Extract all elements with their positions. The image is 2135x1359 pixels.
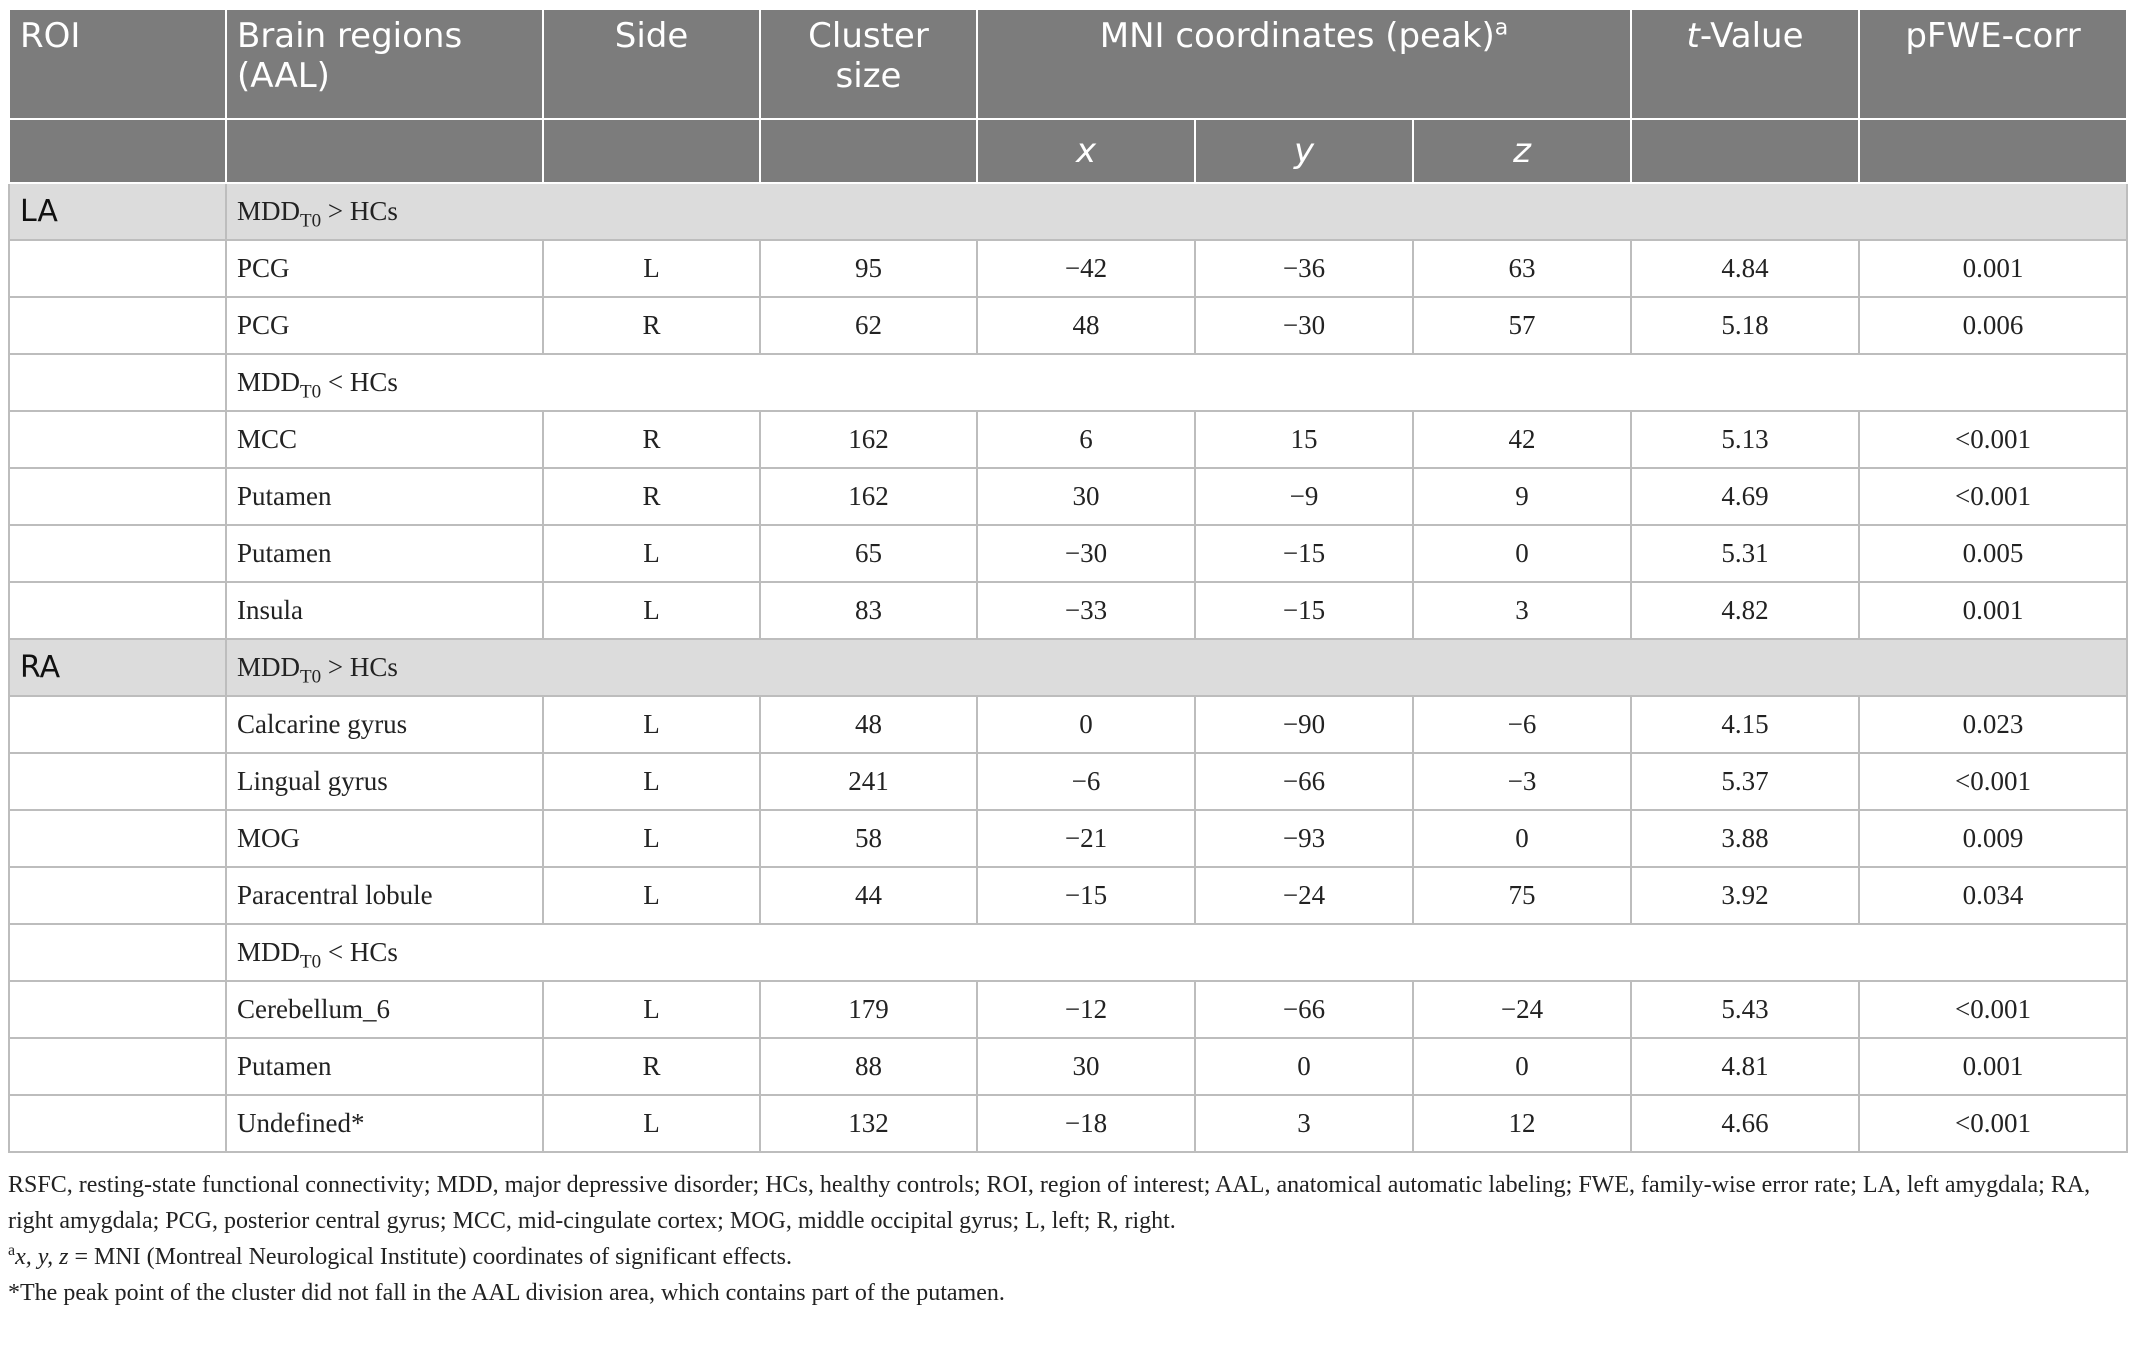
cell-y: −66 xyxy=(1195,981,1413,1038)
cell-cluster-size: 65 xyxy=(760,525,977,582)
cell-cluster-size: 162 xyxy=(760,411,977,468)
cell-z: 75 xyxy=(1413,867,1631,924)
table-row xyxy=(9,981,2127,1038)
cell-roi-empty xyxy=(9,1095,226,1152)
cell-roi-empty xyxy=(9,240,226,297)
header-z: z xyxy=(1413,119,1631,183)
roi-label: RA xyxy=(9,639,226,696)
cell-y: −15 xyxy=(1195,582,1413,639)
comparison-label xyxy=(226,354,2127,411)
roi-section-row xyxy=(9,639,2127,696)
header2-t-empty xyxy=(1631,119,1859,183)
cell-region: Lingual gyrus xyxy=(226,753,543,810)
cell-side: L xyxy=(543,582,760,639)
header-mni xyxy=(977,9,1631,119)
comparison-label xyxy=(226,639,2127,696)
header-t-italic: t xyxy=(1686,16,1700,56)
cell-cluster-size: 83 xyxy=(760,582,977,639)
table-row xyxy=(9,297,2127,354)
cell-t-value: 4.81 xyxy=(1631,1038,1859,1095)
cell-roi-empty xyxy=(9,468,226,525)
cell-region: Paracentral lobule xyxy=(226,867,543,924)
cell-z: −6 xyxy=(1413,696,1631,753)
cell-region: Putamen xyxy=(226,1038,543,1095)
header2-roi-empty xyxy=(9,119,226,183)
table-row xyxy=(9,1095,2127,1152)
cell-t-value: 4.84 xyxy=(1631,240,1859,297)
cell-z: −24 xyxy=(1413,981,1631,1038)
cell-roi-empty xyxy=(9,753,226,810)
cell-pfwe: <0.001 xyxy=(1859,411,2127,468)
cell-x: −6 xyxy=(977,753,1195,810)
footnote-a-vars: x, y, z xyxy=(15,1244,69,1270)
header-x: x xyxy=(977,119,1195,183)
table-header xyxy=(9,9,2127,183)
cell-region: Putamen xyxy=(226,468,543,525)
cell-cluster-size: 88 xyxy=(760,1038,977,1095)
footnote-star: *The peak point of the cluster did not fall in the AAL division area, which contains part of the putamen. xyxy=(8,1280,1005,1306)
cell-pfwe: 0.001 xyxy=(1859,582,2127,639)
table-row xyxy=(9,582,2127,639)
header-y: y xyxy=(1195,119,1413,183)
table-row xyxy=(9,753,2127,810)
cell-z: 42 xyxy=(1413,411,1631,468)
cell-x: 6 xyxy=(977,411,1195,468)
table-row xyxy=(9,411,2127,468)
comparison-suffix: > HCs xyxy=(321,196,398,226)
comparison-prefix: MDD xyxy=(237,937,301,967)
roi-empty xyxy=(9,924,226,981)
cell-pfwe: 0.001 xyxy=(1859,1038,2127,1095)
header-t-value xyxy=(1631,9,1859,119)
cell-side: R xyxy=(543,411,760,468)
roi-label: LA xyxy=(9,183,226,240)
cell-t-value: 3.92 xyxy=(1631,867,1859,924)
header2-side-empty xyxy=(543,119,760,183)
comparison-suffix: < HCs xyxy=(321,937,398,967)
cell-side: L xyxy=(543,240,760,297)
cell-z: −3 xyxy=(1413,753,1631,810)
cell-pfwe: 0.009 xyxy=(1859,810,2127,867)
cell-y: −9 xyxy=(1195,468,1413,525)
cell-z: 63 xyxy=(1413,240,1631,297)
cell-z: 0 xyxy=(1413,1038,1631,1095)
cell-roi-empty xyxy=(9,981,226,1038)
comparison-subscript: T0 xyxy=(300,951,322,973)
cell-t-value: 5.37 xyxy=(1631,753,1859,810)
comparison-label xyxy=(226,183,2127,240)
header-pfwe: pFWE-corr xyxy=(1859,9,2127,119)
comparison-row xyxy=(9,354,2127,411)
cell-side: L xyxy=(543,696,760,753)
cell-y: −93 xyxy=(1195,810,1413,867)
header-cluster-size: Cluster size xyxy=(760,9,977,119)
cell-side: L xyxy=(543,1095,760,1152)
cell-side: R xyxy=(543,468,760,525)
comparison-subscript: T0 xyxy=(300,381,322,403)
cell-side: R xyxy=(543,297,760,354)
comparison-suffix: > HCs xyxy=(321,652,398,682)
footnote-a xyxy=(8,1239,2126,1275)
cell-pfwe: <0.001 xyxy=(1859,981,2127,1038)
cell-x: −15 xyxy=(977,867,1195,924)
comparison-suffix: < HCs xyxy=(321,367,398,397)
cell-t-value: 3.88 xyxy=(1631,810,1859,867)
cell-y: −15 xyxy=(1195,525,1413,582)
cell-x: −21 xyxy=(977,810,1195,867)
table-row xyxy=(9,867,2127,924)
cell-roi-empty xyxy=(9,867,226,924)
table-container xyxy=(8,8,2126,1311)
cell-z: 0 xyxy=(1413,525,1631,582)
comparison-prefix: MDD xyxy=(237,196,301,226)
cell-region: MCC xyxy=(226,411,543,468)
cell-side: R xyxy=(543,1038,760,1095)
roi-empty xyxy=(9,354,226,411)
table-row xyxy=(9,1038,2127,1095)
cell-side: L xyxy=(543,525,760,582)
header-brain-regions: Brain regions (AAL) xyxy=(226,9,543,119)
header-mni-sup: a xyxy=(1494,15,1509,41)
header2-p-empty xyxy=(1859,119,2127,183)
header2-cluster-empty xyxy=(760,119,977,183)
cell-t-value: 4.66 xyxy=(1631,1095,1859,1152)
comparison-prefix: MDD xyxy=(237,652,301,682)
comparison-prefix: MDD xyxy=(237,367,301,397)
cell-roi-empty xyxy=(9,582,226,639)
cell-cluster-size: 95 xyxy=(760,240,977,297)
cell-z: 9 xyxy=(1413,468,1631,525)
header-t-rest: -Value xyxy=(1699,16,1804,56)
cell-x: 0 xyxy=(977,696,1195,753)
cell-cluster-size: 179 xyxy=(760,981,977,1038)
cell-side: L xyxy=(543,753,760,810)
cell-t-value: 5.31 xyxy=(1631,525,1859,582)
cell-z: 0 xyxy=(1413,810,1631,867)
cell-roi-empty xyxy=(9,810,226,867)
cell-y: 15 xyxy=(1195,411,1413,468)
cell-t-value: 5.13 xyxy=(1631,411,1859,468)
cell-t-value: 4.15 xyxy=(1631,696,1859,753)
cell-pfwe: 0.005 xyxy=(1859,525,2127,582)
cell-z: 57 xyxy=(1413,297,1631,354)
table-body xyxy=(9,183,2127,1152)
cell-pfwe: <0.001 xyxy=(1859,468,2127,525)
cell-side: L xyxy=(543,981,760,1038)
comparison-subscript: T0 xyxy=(300,210,322,232)
cell-pfwe: 0.034 xyxy=(1859,867,2127,924)
cell-cluster-size: 62 xyxy=(760,297,977,354)
cell-region: Undefined* xyxy=(226,1095,543,1152)
table-row xyxy=(9,810,2127,867)
cell-side: L xyxy=(543,810,760,867)
table-row xyxy=(9,696,2127,753)
cell-cluster-size: 241 xyxy=(760,753,977,810)
table-row xyxy=(9,240,2127,297)
cell-y: −66 xyxy=(1195,753,1413,810)
table-row xyxy=(9,468,2127,525)
cell-side: L xyxy=(543,867,760,924)
cell-x: −30 xyxy=(977,525,1195,582)
cell-z: 3 xyxy=(1413,582,1631,639)
roi-section-row xyxy=(9,183,2127,240)
cell-pfwe: <0.001 xyxy=(1859,1095,2127,1152)
cell-x: −12 xyxy=(977,981,1195,1038)
footnote-abbreviations: RSFC, resting-state functional connectivity; MDD, major depressive disorder; HCs, healthy controls; ROI, region of interest; AAL, anatomical automatic labeling; FWE, family-wise error rate; LA, left amygdala; RA, right amygdala; PCG, posterior central gyrus; MCC, mid-cingulate cortex; MOG, middle occipital gyrus; L, left; R, right. xyxy=(8,1172,2091,1234)
footnote-a-text: = MNI (Montreal Neurological Institute) coordinates of significant effects. xyxy=(68,1244,792,1270)
comparison-row xyxy=(9,924,2127,981)
cell-y: −24 xyxy=(1195,867,1413,924)
cell-region: Putamen xyxy=(226,525,543,582)
results-table xyxy=(8,8,2128,1153)
cell-x: −33 xyxy=(977,582,1195,639)
footnote-a-sup: a xyxy=(8,1242,16,1259)
cell-x: 48 xyxy=(977,297,1195,354)
header2-region-empty xyxy=(226,119,543,183)
cell-y: −36 xyxy=(1195,240,1413,297)
cell-pfwe: 0.001 xyxy=(1859,240,2127,297)
cell-pfwe: 0.023 xyxy=(1859,696,2127,753)
cell-region: PCG xyxy=(226,240,543,297)
cell-region: Cerebellum_6 xyxy=(226,981,543,1038)
cell-roi-empty xyxy=(9,1038,226,1095)
cell-region: MOG xyxy=(226,810,543,867)
cell-roi-empty xyxy=(9,411,226,468)
cell-y: −90 xyxy=(1195,696,1413,753)
cell-x: 30 xyxy=(977,468,1195,525)
cell-t-value: 5.18 xyxy=(1631,297,1859,354)
cell-x: −18 xyxy=(977,1095,1195,1152)
cell-roi-empty xyxy=(9,525,226,582)
cell-t-value: 4.82 xyxy=(1631,582,1859,639)
cell-region: Calcarine gyrus xyxy=(226,696,543,753)
cell-cluster-size: 58 xyxy=(760,810,977,867)
table-row xyxy=(9,525,2127,582)
cell-cluster-size: 48 xyxy=(760,696,977,753)
header-side: Side xyxy=(543,9,760,119)
comparison-subscript: T0 xyxy=(300,666,322,688)
comparison-label xyxy=(226,924,2127,981)
cell-z: 12 xyxy=(1413,1095,1631,1152)
cell-cluster-size: 162 xyxy=(760,468,977,525)
cell-cluster-size: 132 xyxy=(760,1095,977,1152)
cell-roi-empty xyxy=(9,696,226,753)
cell-roi-empty xyxy=(9,297,226,354)
cell-region: Insula xyxy=(226,582,543,639)
cell-y: 3 xyxy=(1195,1095,1413,1152)
cell-pfwe: <0.001 xyxy=(1859,753,2127,810)
cell-t-value: 5.43 xyxy=(1631,981,1859,1038)
cell-t-value: 4.69 xyxy=(1631,468,1859,525)
header-roi: ROI xyxy=(9,9,226,119)
header-mni-label: MNI coordinates (peak) xyxy=(1099,16,1495,56)
cell-cluster-size: 44 xyxy=(760,867,977,924)
cell-pfwe: 0.006 xyxy=(1859,297,2127,354)
table-footnotes xyxy=(8,1167,2126,1311)
cell-x: −42 xyxy=(977,240,1195,297)
cell-region: PCG xyxy=(226,297,543,354)
cell-y: 0 xyxy=(1195,1038,1413,1095)
cell-y: −30 xyxy=(1195,297,1413,354)
cell-x: 30 xyxy=(977,1038,1195,1095)
